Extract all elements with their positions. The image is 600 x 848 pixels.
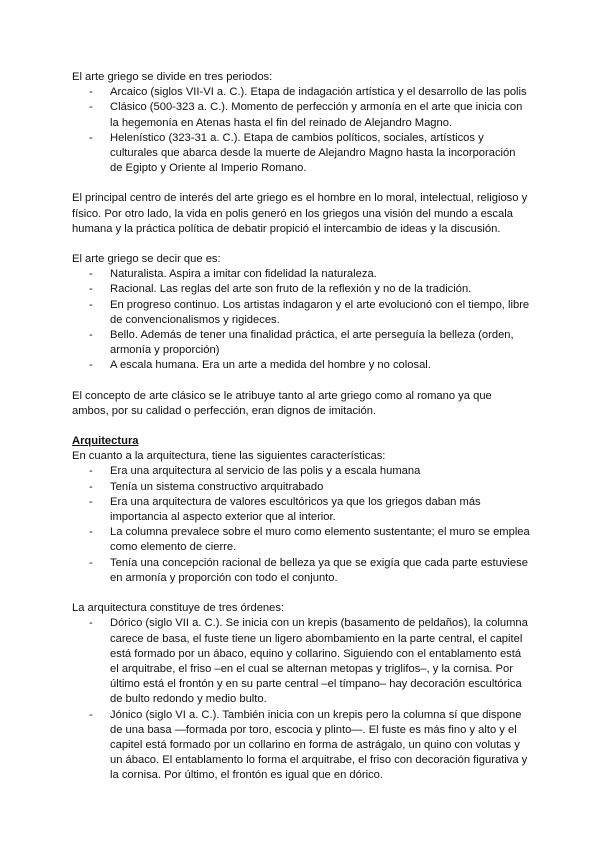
paragraph-interest: El principal centro de interés del arte griego es el hombre en lo moral, intelectual, religioso y físico. Por otro lado, la vida en polis generó en los griegos una visión del mundo a escala humana y la práctica política de debatir propició el intercambio de ideas y la discusión.: [72, 192, 528, 235]
architecture-traits-list: [72, 464, 530, 586]
list-item: - Era una arquitectura al servicio de las polis y a escala humana: [72, 464, 530, 479]
orders-list: [72, 616, 530, 783]
traits-intro: El arte griego se decir que es:: [72, 253, 221, 266]
list-item: - Racional. Las reglas del arte son fruto de la reflexión y no de la tradición.: [72, 282, 530, 297]
list-item: - Bello. Además de tener una finalidad práctica, el arte perseguía la belleza (orden, armonía y proporción): [72, 328, 530, 358]
periods-list: [72, 85, 530, 176]
list-item: - Helenístico (323-31 a. C.). Etapa de cambios políticos, sociales, artísticos y culturales que abarca desde la muerte de Alejandro Magno hasta la incorporación de Egipto y Oriente al Imperio Romano.: [72, 131, 530, 177]
list-item: - A escala humana. Era un arte a medida del hombre y no colosal.: [72, 358, 530, 373]
architecture-intro: En cuanto a la arquitectura, tiene las siguientes características:: [72, 450, 386, 463]
list-item: - Tenía una concepción racional de belleza ya que se exigía que cada parte estuviese en armonía y proporción con todo el conjunto.: [72, 556, 530, 586]
orders-intro: La arquitectura constituye de tres órdenes:: [72, 602, 285, 615]
traits-list: [72, 267, 530, 373]
paragraph-classic-concept: El concepto de arte clásico se le atribuye tanto al arte griego como al romano ya que ambos, por su calidad o perfección, eran dignos de imitación.: [72, 389, 492, 417]
list-item: - Tenía un sistema constructivo arquitrabado: [72, 480, 530, 495]
list-item: - En progreso continuo. Los artistas indagaron y el arte evolucionó con el tiempo, libre de convencionalismos y rigideces.: [72, 298, 530, 328]
list-item: - Dórico (siglo VII a. C.). Se inicia con un krepis (basamento de peldaños), la columna carece de basa, el fuste tiene un ligero abombamiento en la parte central, el capitel está formado por un ábaco, equino y collarino. Siguiendo con el entablamento está el arquitrabe, el friso –en el cual se alternan metopas y triglifos–, y la cornisa. Por último está el frontón y en su parte central –el tímpano– hay decoración escultórica de bulto redondo y medio bulto.: [72, 616, 530, 707]
document-page: [72, 70, 530, 784]
periods-intro: El arte griego se divide en tres periodos:: [72, 71, 273, 83]
list-item: - La columna prevalece sobre el muro como elemento sustentante; el muro se emplea como elemento de cierre.: [72, 525, 530, 555]
section-heading-arquitectura: Arquitectura: [72, 435, 139, 448]
list-item: - Naturalista. Aspira a imitar con fidelidad la naturaleza.: [72, 267, 530, 282]
list-item: - Arcaico (siglos VII-VI a. C.). Etapa de indagación artística y el desarrollo de las polis: [72, 85, 530, 100]
list-item: - Jónico (siglo VI a. C.). También inicia con un krepis pero la columna sí que dispone de una basa —formada por toro, escocia y plinto—. El fuste es más fino y alto y el capitel está formado por un collarino en forma de astrágalo, un quino con volutas y un ábaco. El entablamento lo forma el arquitrabe, el friso con decoración figurativa y la cornisa. Por último, el frontón es igual que en dórico.: [72, 708, 530, 784]
list-item: - Era una arquitectura de valores escultóricos ya que los griegos daban más importancia al aspecto exterior que al interior.: [72, 495, 530, 525]
list-item: - Clásico (500-323 a. C.). Momento de perfección y armonía en el arte que inicia con la hegemonía en Atenas hasta el fin del reinado de Alejandro Magno.: [72, 100, 530, 130]
